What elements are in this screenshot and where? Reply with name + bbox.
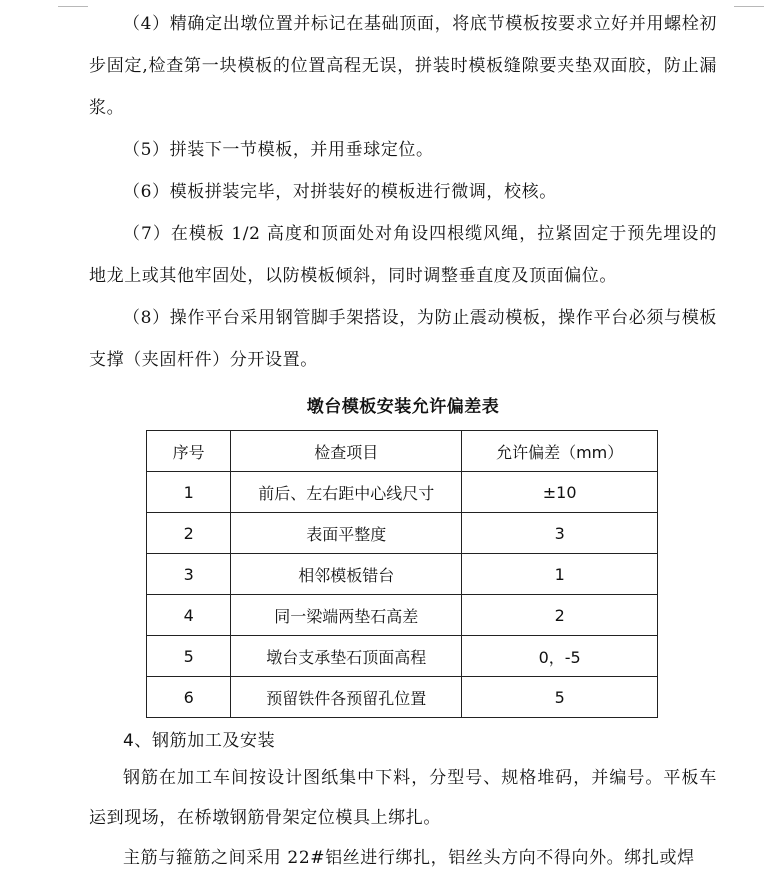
- page-corner-mark-right: [734, 0, 764, 7]
- header-cell-tolerance: 允许偏差（mm）: [462, 431, 658, 472]
- cell-tolerance: ±10: [462, 472, 658, 513]
- paragraph-step-8: （8）操作平台采用钢管脚手架搭设，为防止震动模板，操作平台必须与模板支撑（夹固杆件）分开设置。: [89, 308, 717, 370]
- header-cell-index: 序号: [147, 431, 231, 472]
- cell-item: 相邻模板错台: [231, 554, 462, 595]
- cell-item: 墩台支承垫石顶面高程: [231, 636, 462, 677]
- paragraph-rebar-binding: 主筋与箍筋之间采用 22#铝丝进行绑扎，铝丝头方向不得向外。绑扎或焊: [123, 848, 695, 868]
- cell-tolerance: 3: [462, 513, 658, 554]
- paragraph-step-6: （6）模板拼装完毕，对拼装好的模板进行微调，校核。: [123, 182, 557, 202]
- cell-item: 同一梁端两垫石高差: [231, 595, 462, 636]
- cell-item: 预留铁件各预留孔位置: [231, 677, 462, 718]
- paragraph-step-7: （7）在模板 1/2 高度和顶面处对角设四根缆风绳，拉紧固定于预先埋设的地龙上或其他牢固处，以防模板倾斜，同时调整垂直度及顶面偏位。: [89, 224, 717, 286]
- cell-index: 1: [147, 472, 231, 513]
- document-page: [89, 0, 717, 878]
- table-row: [147, 595, 658, 636]
- cell-tolerance: 1: [462, 554, 658, 595]
- tolerance-table: [146, 430, 658, 718]
- table-header-row: [147, 431, 658, 472]
- page-corner-mark-left: [58, 0, 88, 7]
- paragraph-step-5: （5）拼装下一节模板，并用垂球定位。: [123, 140, 434, 160]
- header-cell-item: 检查项目: [231, 431, 462, 472]
- cell-index: 4: [147, 595, 231, 636]
- cell-tolerance: 2: [462, 595, 658, 636]
- section-heading: 4、钢筋加工及安装: [123, 731, 276, 751]
- cell-tolerance: 0，-5: [462, 636, 658, 677]
- cell-item: 前后、左右距中心线尺寸: [231, 472, 462, 513]
- table-row: [147, 677, 658, 718]
- cell-index: 3: [147, 554, 231, 595]
- cell-index: 2: [147, 513, 231, 554]
- table-row: [147, 472, 658, 513]
- cell-tolerance: 5: [462, 677, 658, 718]
- table-title: 墩台模板安装允许偏差表: [306, 397, 500, 417]
- paragraph-rebar-processing: 钢筋在加工车间按设计图纸集中下料，分型号、规格堆码，并编号。平板车运到现场，在桥墩钢筋骨架定位模具上绑扎。: [89, 768, 717, 828]
- table-row: [147, 636, 658, 677]
- table-row: [147, 554, 658, 595]
- table-row: [147, 513, 658, 554]
- cell-index: 6: [147, 677, 231, 718]
- paragraph-step-4: （4）精确定出墩位置并标记在基础顶面，将底节模板按要求立好并用螺栓初步固定,检查第一块模板的位置高程无误，拼装时模板缝隙要夹垫双面胶，防止漏浆。: [89, 14, 717, 118]
- cell-item: 表面平整度: [231, 513, 462, 554]
- cell-index: 5: [147, 636, 231, 677]
